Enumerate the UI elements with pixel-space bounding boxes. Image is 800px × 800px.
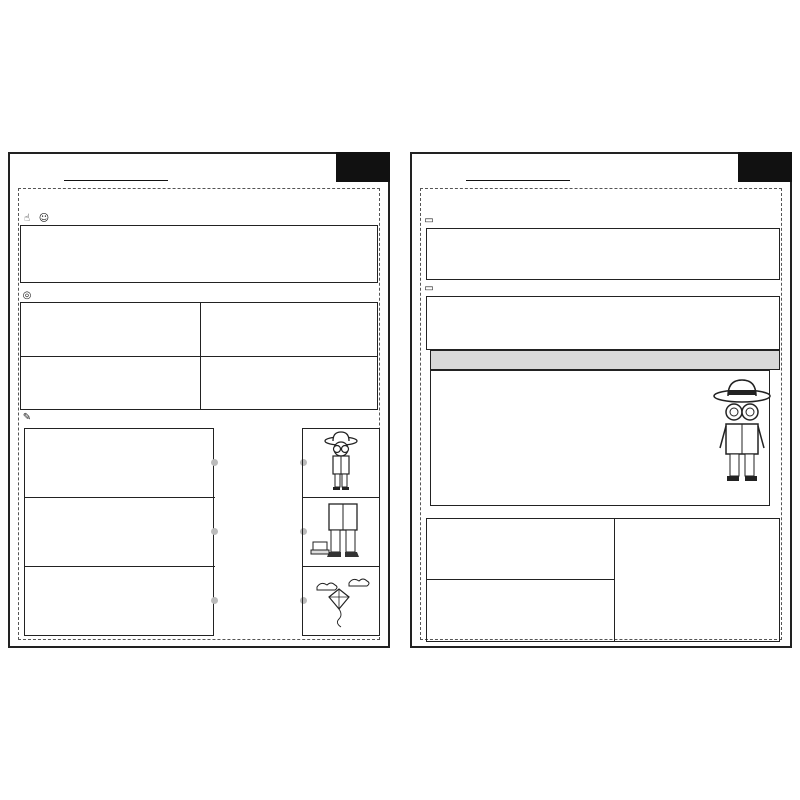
speak-icon: ☺ (38, 213, 50, 224)
sound-grid (20, 225, 378, 283)
blend-icon: ◎ (22, 290, 32, 301)
sentence (25, 429, 215, 498)
hand-touch-icon: ☝ (23, 213, 31, 224)
sentence (25, 498, 215, 567)
section-header (20, 213, 378, 224)
book-icon: ▭ (424, 215, 434, 226)
name-line (64, 180, 168, 181)
question-box (426, 518, 780, 642)
story-title (430, 350, 780, 370)
worksheet-left (8, 152, 390, 648)
section-header (20, 412, 378, 423)
picture-column (302, 428, 380, 636)
book-icon: ▭ (424, 283, 434, 294)
question (427, 519, 615, 580)
worksheet-right (410, 152, 792, 648)
story-text (430, 370, 742, 506)
hf-words-box (426, 296, 780, 350)
sound-tag (336, 152, 390, 182)
match-dot[interactable] (211, 459, 218, 466)
legs-and-toy-picture (303, 498, 379, 567)
kite-in-clouds-picture (303, 567, 379, 635)
sentence-column (24, 428, 214, 636)
blend-box (20, 302, 378, 410)
section-header (20, 290, 378, 301)
match-dot[interactable] (211, 597, 218, 604)
question (427, 580, 615, 641)
decodable-words-box (426, 228, 780, 280)
sound-tag (738, 152, 792, 182)
spy-illustration (712, 376, 774, 496)
section-header (422, 215, 780, 226)
spy-with-binoculars-picture (303, 429, 379, 498)
name-line (466, 180, 570, 181)
section-header (422, 283, 780, 294)
sentence (25, 567, 215, 635)
match-dot[interactable] (211, 528, 218, 535)
pencil-icon: ✎ (22, 412, 32, 423)
